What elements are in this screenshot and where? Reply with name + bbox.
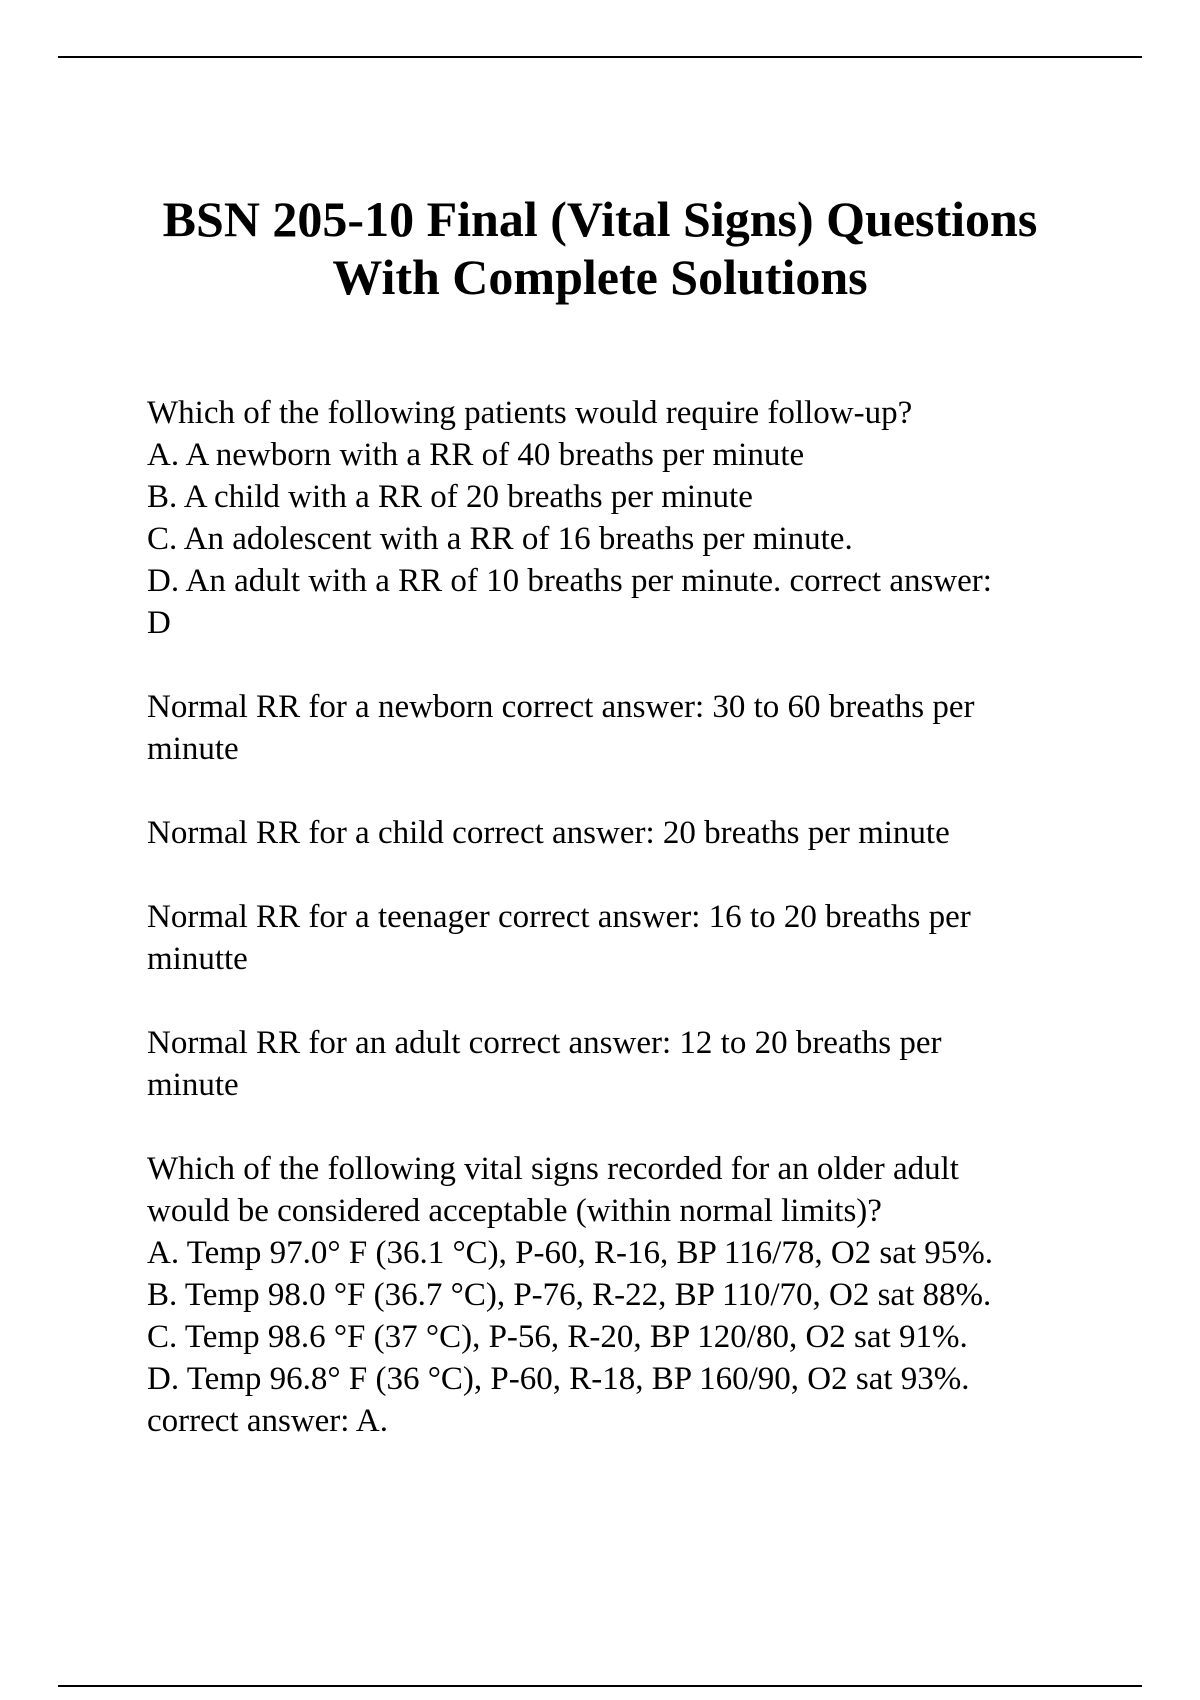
question-block-3: [147, 812, 1107, 854]
title-line-2: With Complete Solutions: [332, 249, 868, 305]
text-line: minute: [147, 731, 239, 767]
text-line: Which of the following vital signs recorded for an older adult: [147, 1151, 959, 1187]
top-rule: [58, 56, 1142, 58]
text-line: minute: [147, 1067, 239, 1103]
text-line: D: [147, 605, 171, 641]
text-line: Normal RR for an adult correct answer: 12 to 20 breaths per: [147, 1025, 942, 1061]
question-block-6: [147, 1148, 1107, 1442]
question-block-1: [147, 392, 1107, 644]
question-block-5: [147, 1022, 1107, 1106]
text-line: B. Temp 98.0 °F (36.7 °C), P-76, R-22, BP 110/70, O2 sat 88%.: [147, 1277, 992, 1313]
text-line: C. An adolescent with a RR of 16 breaths per minute.: [147, 521, 853, 557]
question-block-4: [147, 896, 1107, 980]
text-line: Which of the following patients would require follow-up?: [147, 395, 913, 431]
document-body: [147, 392, 1107, 1442]
text-line: correct answer: A.: [147, 1403, 388, 1439]
text-line: minutte: [147, 941, 248, 977]
text-line: would be considered acceptable (within normal limits)?: [147, 1193, 882, 1229]
text-line: A. Temp 97.0° F (36.1 °C), P-60, R-16, BP 116/78, O2 sat 95%.: [147, 1235, 994, 1271]
bottom-rule: [58, 1685, 1142, 1687]
title-line-1: BSN 205-10 Final (Vital Signs) Questions: [162, 191, 1038, 247]
text-line: B. A child with a RR of 20 breaths per minute: [147, 479, 753, 515]
document-title: [90, 190, 1110, 306]
text-line: D. Temp 96.8° F (36 °C), P-60, R-18, BP 160/90, O2 sat 93%.: [147, 1361, 970, 1397]
text-line: Normal RR for a child correct answer: 20 breaths per minute: [147, 815, 950, 851]
text-line: Normal RR for a teenager correct answer: 16 to 20 breaths per: [147, 899, 971, 935]
text-line: A. A newborn with a RR of 40 breaths per minute: [147, 437, 805, 473]
question-block-2: [147, 686, 1107, 770]
text-line: D. An adult with a RR of 10 breaths per minute. correct answer:: [147, 563, 992, 599]
text-line: C. Temp 98.6 °F (37 °C), P-56, R-20, BP 120/80, O2 sat 91%.: [147, 1319, 968, 1355]
text-line: Normal RR for a newborn correct answer: 30 to 60 breaths per: [147, 689, 975, 725]
